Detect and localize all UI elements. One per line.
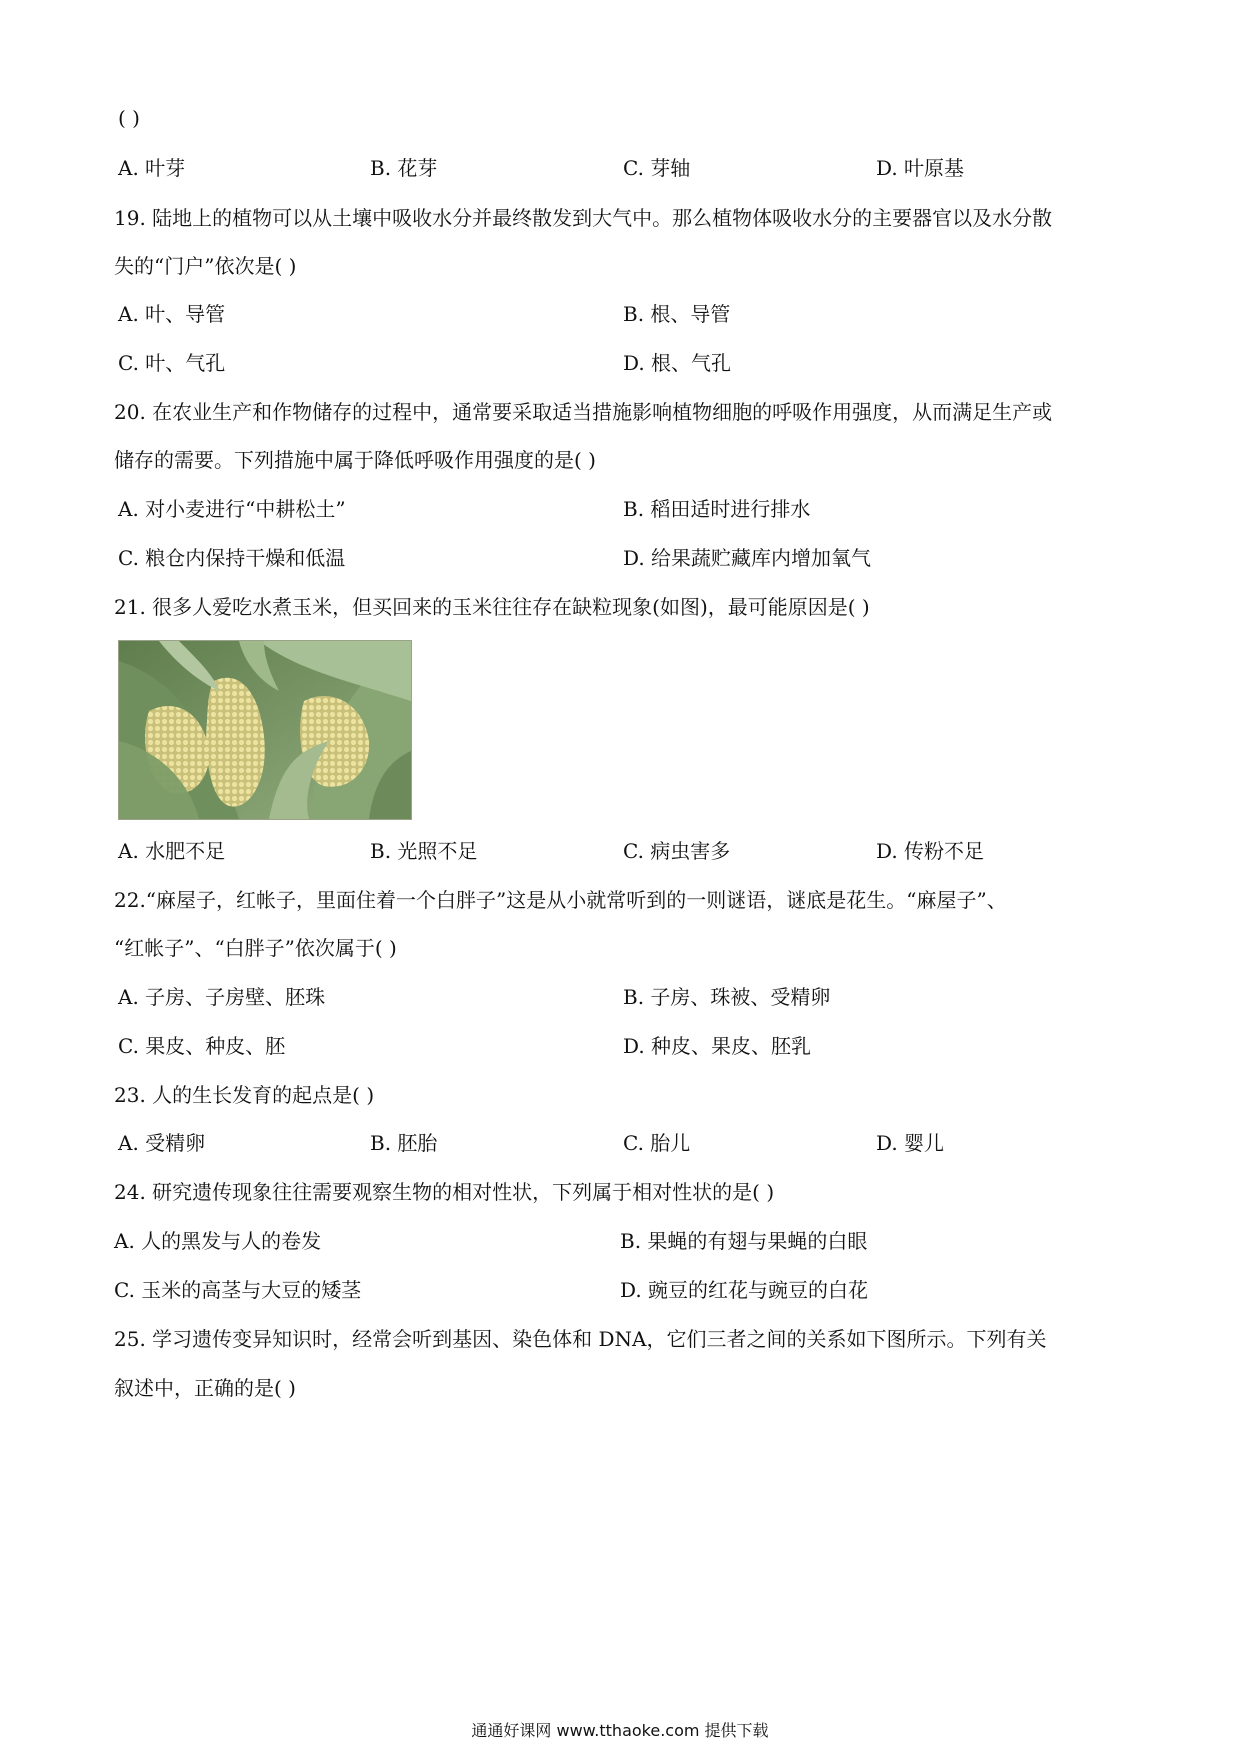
q19-option-a: A. 叶、导管 (118, 302, 226, 326)
q19-option-b: B. 根、导管 (623, 302, 731, 326)
q19-stem-line1: 19. 陆地上的植物可以从土壤中吸收水分并最终散发到大气中。那么植物体吸收水分的主要器官以及水分散 (114, 206, 1053, 230)
q18-stem-tail: ( ) (118, 106, 140, 130)
q20-stem-line1: 20. 在农业生产和作物储存的过程中，通常要采取适当措施影响植物细胞的呼吸作用强度，从而满足生产或 (114, 400, 1053, 424)
q24-option-a: A. 人的黑发与人的卷发 (114, 1229, 322, 1253)
q20-option-c: C. 粮仓内保持干燥和低温 (118, 546, 346, 570)
q21-option-b: B. 光照不足 (370, 839, 478, 863)
q19-option-d: D. 根、气孔 (623, 351, 732, 375)
q24-stem-line1: 24. 研究遗传现象往往需要观察生物的相对性状，下列属于相对性状的是( ) (114, 1180, 775, 1204)
q22-option-b: B. 子房、珠被、受精卵 (623, 985, 831, 1009)
q22-stem-line2: “红帐子”、“白胖子”依次属于( ) (114, 936, 397, 960)
q18-option-c: C. 芽轴 (623, 156, 691, 180)
q22-option-d: D. 种皮、果皮、胚乳 (623, 1034, 812, 1058)
q22-option-a: A. 子房、子房壁、胚珠 (118, 985, 326, 1009)
q20-option-a: A. 对小麦进行“中耕松土” (118, 497, 346, 521)
q21-stem-line1: 21. 很多人爱吃水煮玉米，但买回来的玉米往往存在缺粒现象(如图)，最可能原因是( ) (114, 595, 870, 619)
q19-stem-line2: 失的“门户”依次是( ) (114, 254, 297, 278)
page-footer: 通通好课网 www.tthaoke.com 提供下载 (471, 1721, 769, 1740)
q20-stem-line2: 储存的需要。下列措施中属于降低呼吸作用强度的是( ) (114, 448, 596, 472)
q23-option-a: A. 受精卵 (118, 1131, 206, 1155)
q22-stem-line1: 22.“麻屋子，红帐子，里面住着一个白胖子”这是从小就常听到的一则谜语，谜底是花生。“麻屋子”、 (114, 888, 1007, 912)
q24-option-c: C. 玉米的高茎与大豆的矮茎 (114, 1278, 362, 1302)
corn-photo (118, 640, 412, 820)
q23-option-b: B. 胚胎 (370, 1131, 438, 1155)
q18-option-b: B. 花芽 (370, 156, 438, 180)
q18-option-a: A. 叶芽 (118, 156, 186, 180)
q24-option-d: D. 豌豆的红花与豌豆的白花 (620, 1278, 869, 1302)
q20-option-d: D. 给果蔬贮藏库内增加氧气 (623, 546, 872, 570)
q21-option-d: D. 传粉不足 (876, 839, 985, 863)
q23-option-d: D. 婴儿 (876, 1131, 945, 1155)
q23-option-c: C. 胎儿 (623, 1131, 691, 1155)
q21-option-c: C. 病虫害多 (623, 839, 731, 863)
q19-option-c: C. 叶、气孔 (118, 351, 226, 375)
q20-option-b: B. 稻田适时进行排水 (623, 497, 811, 521)
q21-option-a: A. 水肥不足 (118, 839, 226, 863)
q23-stem-line1: 23. 人的生长发育的起点是( ) (114, 1083, 375, 1107)
q24-option-b: B. 果蝇的有翅与果蝇的白眼 (620, 1229, 868, 1253)
q25-stem-line1: 25. 学习遗传变异知识时，经常会听到基因、染色体和 DNA，它们三者之间的关系如下图所示。下列有关 (114, 1327, 1047, 1351)
q18-option-d: D. 叶原基 (876, 156, 965, 180)
q22-option-c: C. 果皮、种皮、胚 (118, 1034, 286, 1058)
q25-stem-line2: 叙述中，正确的是( ) (114, 1376, 296, 1400)
corn-photo-graphic (119, 641, 411, 819)
